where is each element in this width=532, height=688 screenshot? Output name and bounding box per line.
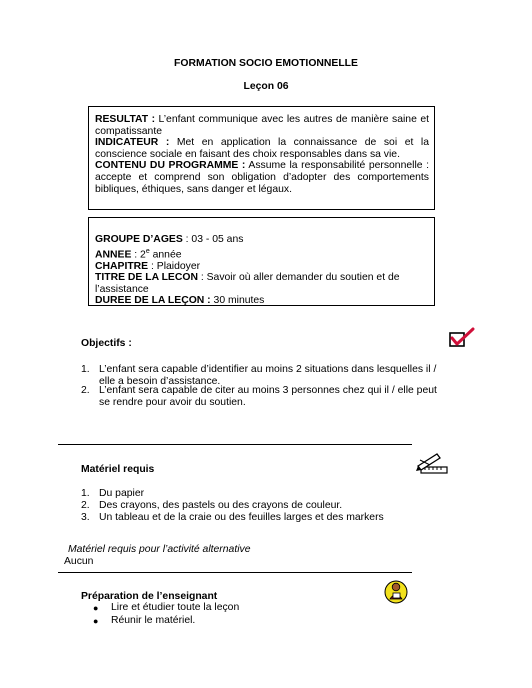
preparation-heading: Préparation de l’enseignant [81, 591, 218, 602]
resultat-text: L’enfant communique avec les autres de manière saine et compatissante [95, 114, 429, 137]
annee-line [95, 246, 429, 261]
indicateur-text: Met en application la connaissance de soi et la conscience sociale en faisant des choix responsables dans sa vie. [95, 137, 429, 160]
groupe-line [95, 234, 429, 246]
objectifs-heading: Objectifs : [81, 338, 132, 349]
materiel-item [81, 500, 421, 512]
annee-superscript: e [145, 247, 150, 255]
contenu-label: CONTENU DU PROGRAMME : [95, 160, 246, 172]
pencil-ruler-icon [415, 452, 449, 476]
bullet-icon: ● [93, 603, 99, 613]
contenu-paragraph [95, 160, 429, 195]
indicateur-label: INDICATEUR : [95, 137, 170, 149]
duree-value: 30 minutes [210, 295, 265, 307]
objectif-item [81, 385, 441, 409]
titre-value: : Savoir où aller demander du soutien et de l’assistance [95, 272, 400, 295]
checkbox-checkmark-icon [448, 327, 476, 349]
preparation-text: Réunir le matériel. [111, 615, 196, 626]
indicateur-paragraph [95, 137, 429, 160]
annee-value-suffix: année [149, 249, 182, 261]
objectif-line: L’enfant sera capable de citer au moins 3 personnes chez qui il / elle peut [99, 385, 437, 396]
materiel-text: Un tableau et de la craie ou des feuilles larges et des markers [99, 512, 384, 523]
objectif-line: se rendre pour avoir du soutien. [99, 397, 246, 408]
objectif-line: elle a besoin d’assistance. [99, 376, 221, 387]
objectifs-list [81, 364, 441, 414]
materiel-text: Du papier [99, 488, 145, 499]
preparation-list [93, 602, 393, 628]
duree-label: DUREE DE LA LEÇON : [95, 295, 211, 307]
chapitre-value: : Plaidoyer [148, 260, 201, 272]
alternative-value: Aucun [64, 556, 94, 567]
materiel-text: Des crayons, des pastels ou des crayons de couleur. [99, 500, 343, 511]
duree-line [95, 295, 429, 307]
objectif-number: 2. [81, 385, 90, 396]
objectif-line: L’enfant sera capable d’identifier au moins 2 situations dans lesquelles il / [99, 364, 437, 375]
bullet-icon: ● [93, 616, 99, 626]
section-divider [58, 444, 412, 445]
materiel-list [81, 488, 421, 528]
chapitre-line [95, 261, 429, 273]
materiel-number: 3. [81, 512, 90, 523]
outcome-box [88, 106, 435, 210]
preparation-item [93, 602, 393, 614]
materiel-item [81, 488, 421, 500]
resultat-label: RESULTAT : [95, 114, 156, 125]
materiel-number: 1. [81, 488, 90, 499]
objectif-number: 1. [81, 364, 90, 375]
titre-line [95, 272, 429, 295]
chapitre-label: CHAPITRE [95, 260, 149, 272]
preparation-text: Lire et étudier toute la leçon [111, 602, 240, 613]
materiel-heading: Matériel requis [81, 464, 155, 475]
lesson-info-box [88, 217, 435, 306]
alternative-heading: Matériel requis pour l’activité alternative [68, 544, 251, 555]
materiel-item [81, 512, 421, 524]
section-divider [58, 572, 412, 573]
titre-label: TITRE DE LA LECON [95, 272, 198, 284]
lesson-number: Leçon 06 [243, 81, 289, 92]
materiel-number: 2. [81, 500, 90, 511]
contenu-text: Assume la responsabilité personnelle : accepte et comprend son obligation d’adopter des comportements bibliques, éthiques, sans danger et légaux. [95, 160, 429, 195]
annee-value: : 2 [131, 249, 146, 261]
annee-label: ANNEE [95, 249, 132, 261]
groupe-label: GROUPE D’AGES [95, 234, 183, 245]
objectif-text [99, 385, 441, 409]
resultat-paragraph [95, 114, 429, 137]
groupe-value: : 03 - 05 ans [182, 234, 244, 245]
page-title: FORMATION SOCIO EMOTIONNELLE [174, 58, 358, 69]
preparation-item [93, 615, 393, 627]
